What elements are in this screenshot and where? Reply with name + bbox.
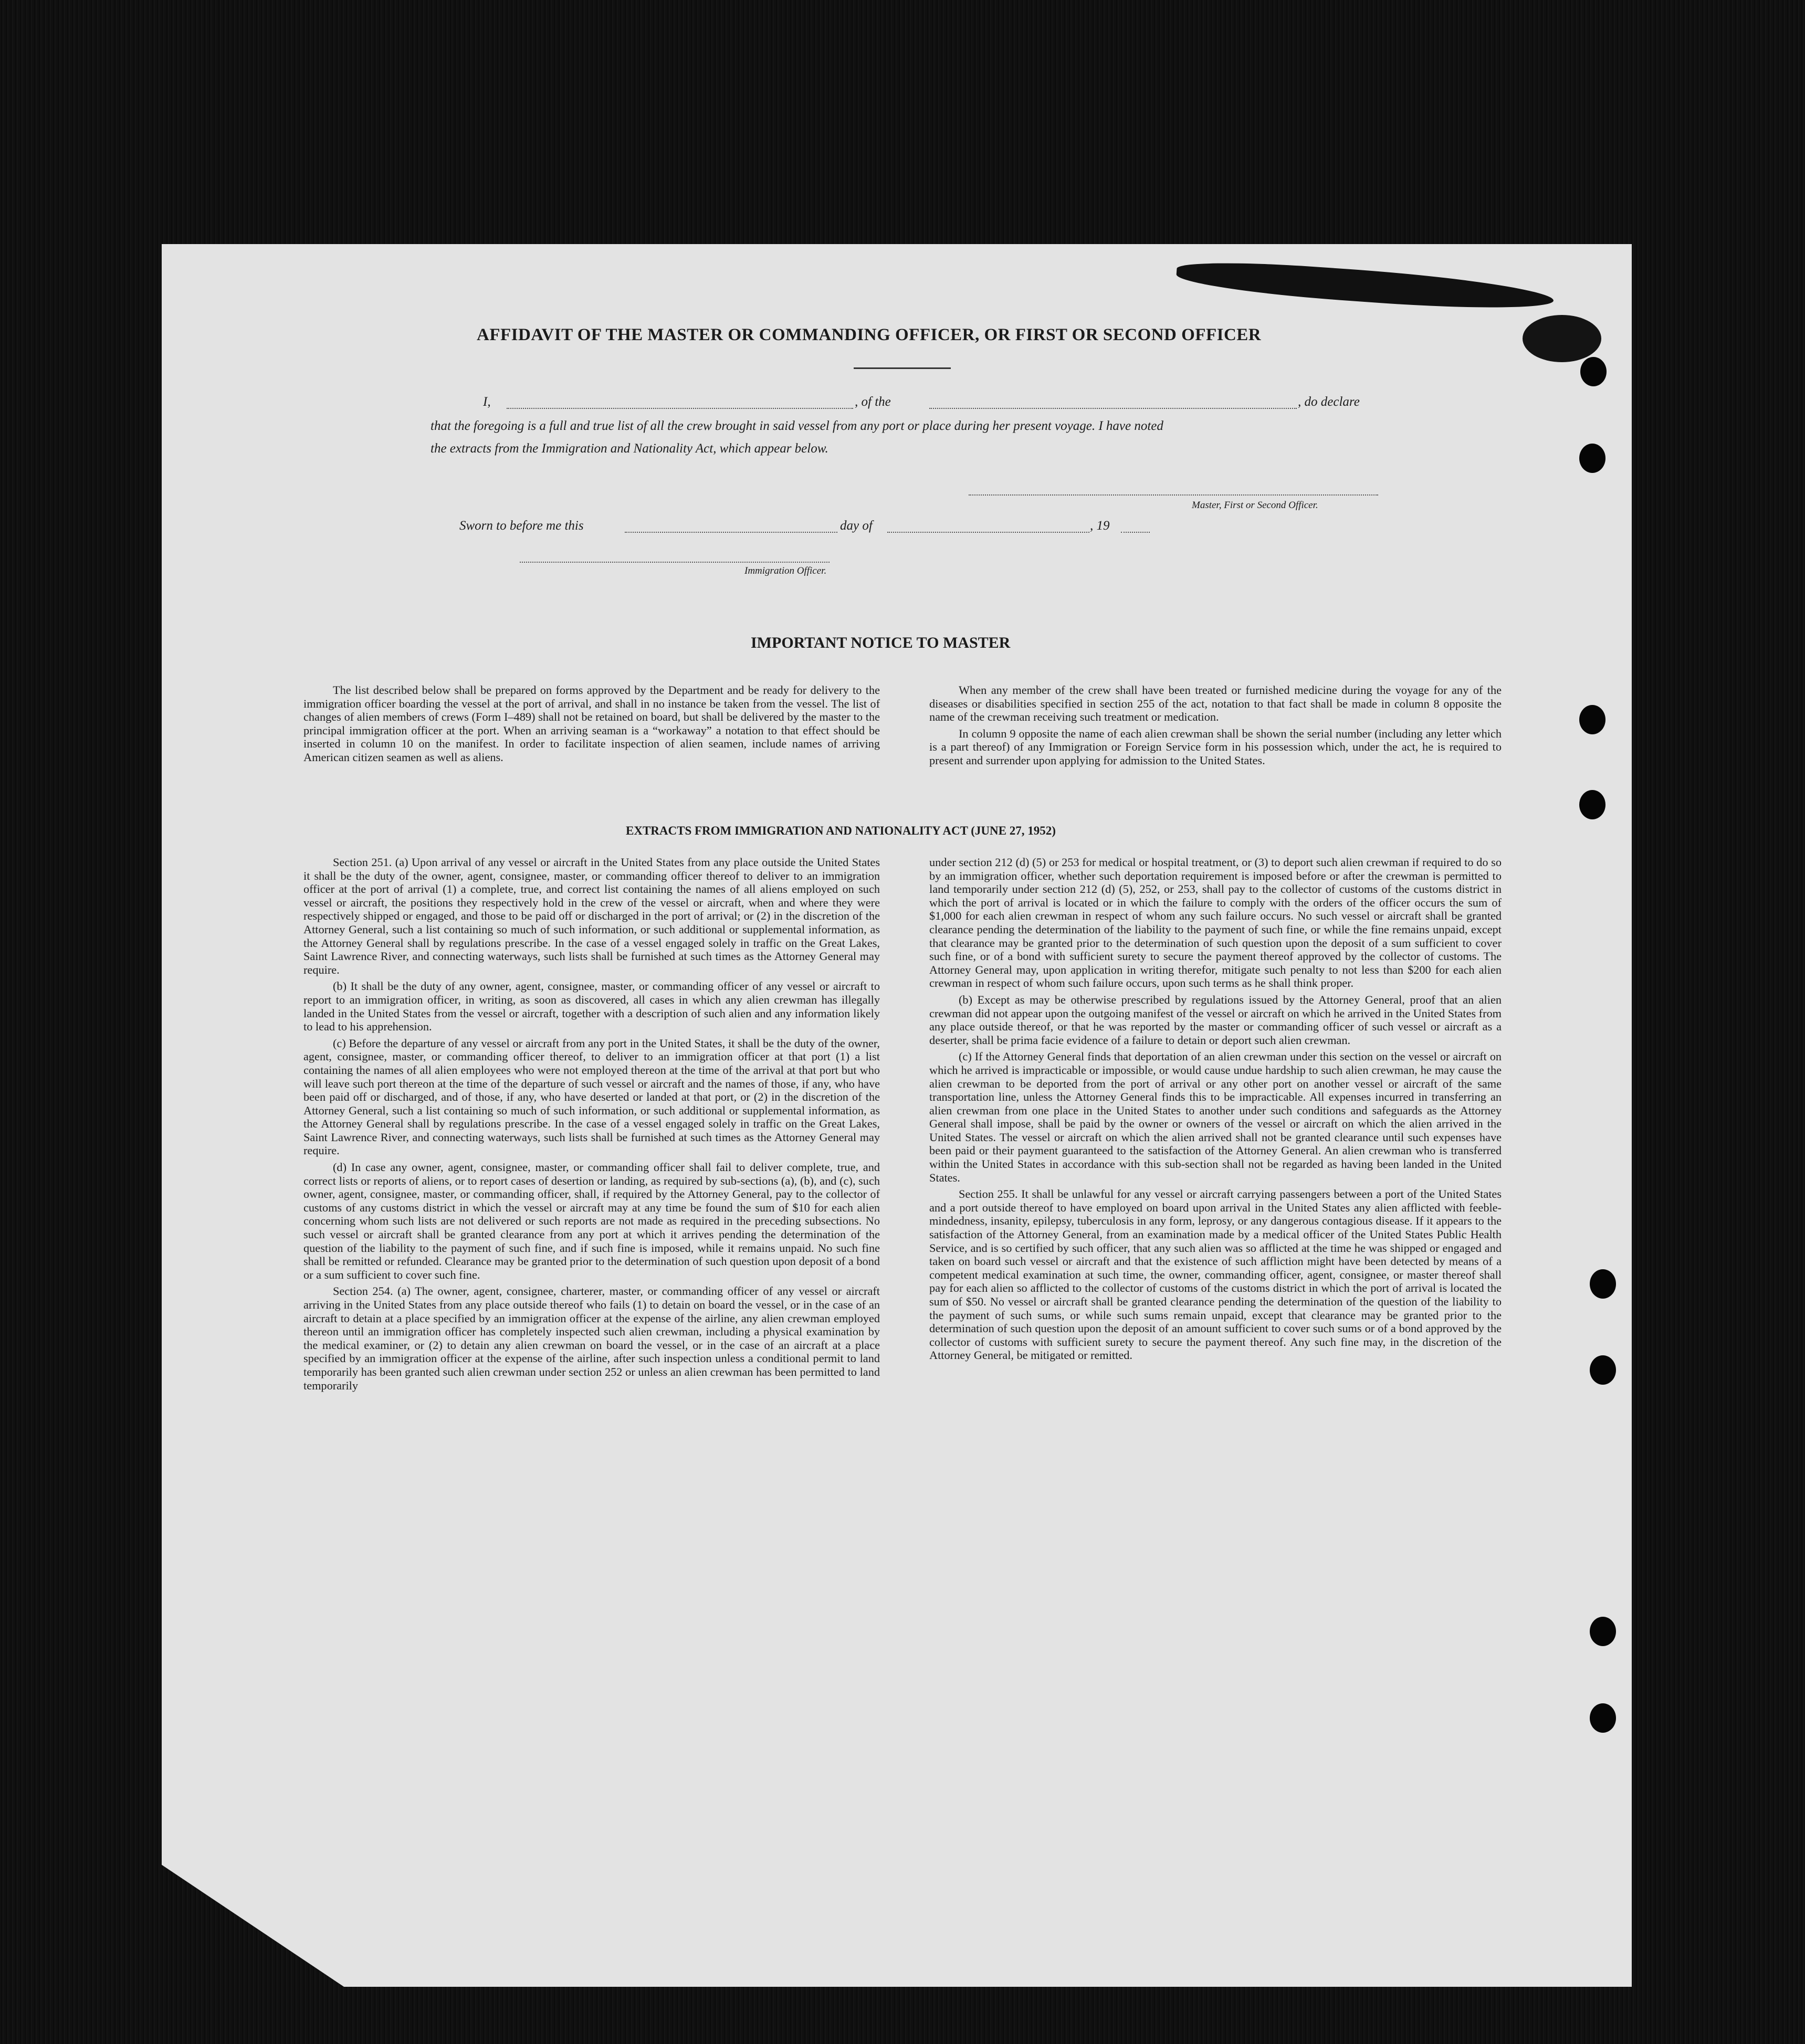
year-label: , 19 — [1090, 519, 1110, 533]
notice-paragraph: In column 9 opposite the name of each alien crewman shall be shown the serial number (including any letter which is a part thereof) of any Immigration or Foreign Service form in his possession which, under the act, he is required to present and surrender upon applying for admission to the United States. — [929, 726, 1502, 767]
sworn-year-blank[interactable] — [1121, 531, 1150, 533]
punch-hole — [1579, 705, 1605, 734]
punch-hole — [1590, 1617, 1616, 1646]
notice-left-column — [303, 683, 880, 767]
sworn-label: Sworn to before me this — [459, 519, 584, 533]
master-signature-line[interactable] — [969, 493, 1378, 496]
declaration-line-2: the extracts from the Immigration and Nationality Act, which appear below. — [431, 441, 828, 456]
notice-title: IMPORTANT NOTICE TO MASTER — [751, 634, 1011, 651]
section-paragraph: (c) Before the departure of any vessel or aircraft from any port in the United States, it shall be the duty of the owner, agent, consignee, master, or commanding officer thereof, to deliver to an immigration officer at that port (1) a list containing the names of all alien employees who were not employed thereon at the time of the arrival at that port but who will leave such port thereon at the time of the departure of such vessel or aircraft and the names of those, if any, who have been paid off or discharged, and of those, if any, who have deserted or landed at that port, or (2) in the discretion of the Attorney General, such a list containing so much of such information, or such additional or supplemental information, as the Attorney General shall by regulations prescribe. In the case of a vessel engaged solely in traffic on the Great Lakes, Saint Lawrence River, and connecting waterways, such lists shall be furnished at such times as the Attorney General may require. — [303, 1036, 880, 1157]
punch-hole — [1590, 1355, 1616, 1385]
declaration-line-1: that the foregoing is a full and true list of all the crew brought in said vessel from any port or place during her present voyage. I have noted — [431, 419, 1163, 433]
notice-paragraph: When any member of the crew shall have been treated or furnished medicine during the voyage for any of the diseases or disabilities specified in section 255 of the act, notation to that fact shall be made in column 8 opposite the name of the crewman receiving such treatment or medication. — [929, 683, 1502, 724]
section-paragraph: Section 251. (a) Upon arrival of any vessel or aircraft in the United States from any place outside the United States it shall be the duty of the owner, agent, consignee, master, or commanding officer thereof to deliver to an immigration officer at the port of arrival (1) a complete, true, and correct list containing the names of all aliens employed on such vessel or aircraft, the positions they respectively hold in the crew of the vessel or aircraft, when and where they were respectively shipped or engaged, and those to be paid off or discharged in the port of arrival; or (2) in the discretion of the Attorney General, such a list containing so much of such information, or such additional or supplemental information, as the Attorney General shall by regulations prescribe. In the case of a vessel engaged solely in traffic on the Great Lakes, Saint Lawrence River, and connecting waterways, such lists shall be furnished at such times as the Attorney General may require. — [303, 856, 880, 976]
extracts-right-column — [929, 856, 1502, 1365]
section-paragraph: under section 212 (d) (5) or 253 for medical or hospital treatment, or (3) to deport such alien crewman if required to do so by an immigration officer, whether such deportation requirement is imposed before or after the crewman is permitted to land temporarily under section 212 (d) (5), 252, or 253, shall pay to the collector of customs of the customs district in which the port of arrival is located or in which the failure to comply with the orders of the officer occurs the sum of $1,000 for each alien crewman in respect of whom any such failure occurs. No such vessel or aircraft shall be granted clearance pending the determination of the liability to the payment of such fine, or while the fine remains unpaid, except that clearance may be granted prior to the determination of such question upon the deposit of a sum sufficient to cover such fine, or of a bond with sufficient surety to secure the payment thereof approved by the collector of customs. The Attorney General may, upon application in writing therefor, mitigate such penalty to not less than $200 for each alien crewman in respect of whom such failure occurs, upon such terms as he shall think proper. — [929, 856, 1502, 990]
day-of-label: day of — [840, 519, 873, 533]
immigration-officer-signature-line[interactable] — [520, 561, 830, 563]
punch-hole — [1590, 1703, 1616, 1733]
section-paragraph: (d) In case any owner, agent, consignee, master, or commanding officer shall fail to deliver complete, true, and correct lists or reports of aliens, or to report cases of desertion or landing, as required by sub-sections (a), (b), and (c), such owner, agent, consignee, master, or commanding officer, shall, if required by the Attorney General, pay to the collector of customs of any customs district in which the vessel or aircraft may at any time be found the sum of $10 for each alien concerning whom such lists are not delivered or such reports are not made as required in the preceding subsections. No such vessel or aircraft shall be granted clearance from any port at which it arrives pending the determination of the question of the liability to the payment of such fine, and if such fine is imposed, while it remains unpaid. No such fine shall be remitted or refunded. Clearance may be granted prior to the determination of such question upon deposit of a bond or a sum sufficient to cover such fine. — [303, 1161, 880, 1281]
immigration-officer-label: Immigration Officer. — [744, 565, 827, 576]
section-paragraph: (b) Except as may be otherwise prescribed by regulations issued by the Attorney General, proof that an alien crewman did not appear upon the outgoing manifest of the vessel or aircraft on which he arrived in the United States from any place outside thereof, or that he was reported by the master or commanding officer of such vessel or aircraft as a deserter, shall be prima facie evidence of a failure to detain or deport such alien crewman. — [929, 993, 1502, 1047]
name-blank[interactable] — [507, 407, 853, 409]
punch-hole — [1580, 357, 1607, 386]
do-declare-label: , do declare — [1298, 395, 1360, 409]
ink-blot — [1523, 315, 1601, 362]
notice-paragraph: The list described below shall be prepared on forms approved by the Department and be ready for delivery to the immigration officer boarding the vessel at the port of arrival, and shall in no instance be taken from the vessel. The list of changes of alien members of crews (Form I–489) shall not be retained on board, but shall be delivered by the master to the principal immigration officer at the port. When an arriving seaman is a “workaway” a notation to that effect should be inserted in column 10 on the manifest. In order to facilitate inspection of alien seamen, include names of arriving American citizen seamen as well as aliens. — [303, 683, 880, 764]
sworn-day-blank[interactable] — [625, 531, 837, 533]
vessel-blank[interactable] — [929, 407, 1297, 409]
of-the-label: , of the — [855, 395, 891, 409]
extracts-left-column — [303, 856, 880, 1395]
section-paragraph: Section 254. (a) The owner, agent, consignee, charterer, master, or commanding officer of any vessel or aircraft arriving in the United States from any place outside thereof who fails (1) to detain on board the vessel, or in the case of an aircraft to detain at a place specified by an immigration officer at the expense of the airline, any alien crewman employed thereon until an immigration officer has completely inspected such alien crewman, including a physical examination by the medical examiner, or (2) to detain any alien crewman on board the vessel, or in the case of an aircraft at a place specified by an immigration officer at the expense of the airline, after such inspection unless a conditional permit to land temporarily has been granted such alien crewman under section 252 or unless an alien crewman has been permitted to land temporarily — [303, 1284, 880, 1392]
extracts-title: EXTRACTS FROM IMMIGRATION AND NATIONALITY ACT (JUNE 27, 1952) — [626, 824, 1056, 837]
i-label: I, — [483, 395, 491, 409]
section-paragraph: (c) If the Attorney General finds that deportation of an alien crewman under this section on the vessel or aircraft on which he arrived is impracticable or impossible, or would cause undue hardship to such alien crewman, he may cause the alien crewman to be deported from the port of arrival or any other port on another vessel or aircraft of the same transportation line, unless the Attorney General finds this to be impracticable. All expenses incurred in transferring an alien crewman from one place in the United States to another under such conditions and safeguards as the Attorney General shall impose, shall be paid by the owner or owners of the vessel or aircraft on which the alien arrived in the United States. The vessel or aircraft on which the alien arrived shall not be granted clearance until such expenses have been paid or their payment guaranteed to the satisfaction of the Attorney General. An alien crewman who is transferred within the United States in accordance with this sub-section shall not be regarded as having been landed in the United States. — [929, 1050, 1502, 1184]
punch-hole — [1579, 444, 1605, 473]
section-paragraph: Section 255. It shall be unlawful for any vessel or aircraft carrying passengers between a port of the United States and a port outside thereof to have employed on board upon arrival in the United States any alien afflicted with feeble-mindedness, insanity, epilepsy, tuberculosis in any form, leprosy, or any dangerous contagious disease. If it appears to the satisfaction of the Attorney General, from an examination made by a medical officer of the United States Public Health Service, and is so certified by such officer, that any such alien was so afflicted at the time he was shipped or engaged and taken on board such vessel or aircraft and that the existence of such affliction might have been detected by means of a competent medical examination at such time, the owner, commanding officer, agent, consignee, or master thereof shall pay for each alien so afflicted to the collector of customs of the customs district in which the port of arrival is located the sum of $50. No vessel or aircraft shall be granted clearance pending the determination of the question of the liability to the payment of such sums, or while such sums remain unpaid, except that clearance may be granted prior to the determination of such question upon the deposit of an amount sufficient to cover such sums or of a bond approved by the collector of customs with sufficient surety to secure the payment thereof. Any such fine may, in the discretion of the Attorney General, be mitigated or remitted. — [929, 1187, 1502, 1362]
affidavit-title: AFFIDAVIT OF THE MASTER OR COMMANDING OFFICER, OR FIRST OR SECOND OFFICER — [477, 325, 1262, 344]
sworn-month-blank[interactable] — [887, 531, 1089, 533]
title-rule — [854, 367, 951, 369]
notice-right-column — [929, 683, 1502, 771]
punch-hole — [1579, 790, 1605, 819]
master-signature-label: Master, First or Second Officer. — [1192, 500, 1318, 511]
section-paragraph: (b) It shall be the duty of any owner, agent, consignee, master, or commanding officer of any vessel or aircraft to report to an immigration officer, in writing, as soon as discovered, all cases in which any alien crewman has illegally landed in the United States from the vessel or aircraft, together with a description of such alien and any information likely to lead to his apprehension. — [303, 979, 880, 1034]
punch-hole — [1590, 1269, 1616, 1299]
